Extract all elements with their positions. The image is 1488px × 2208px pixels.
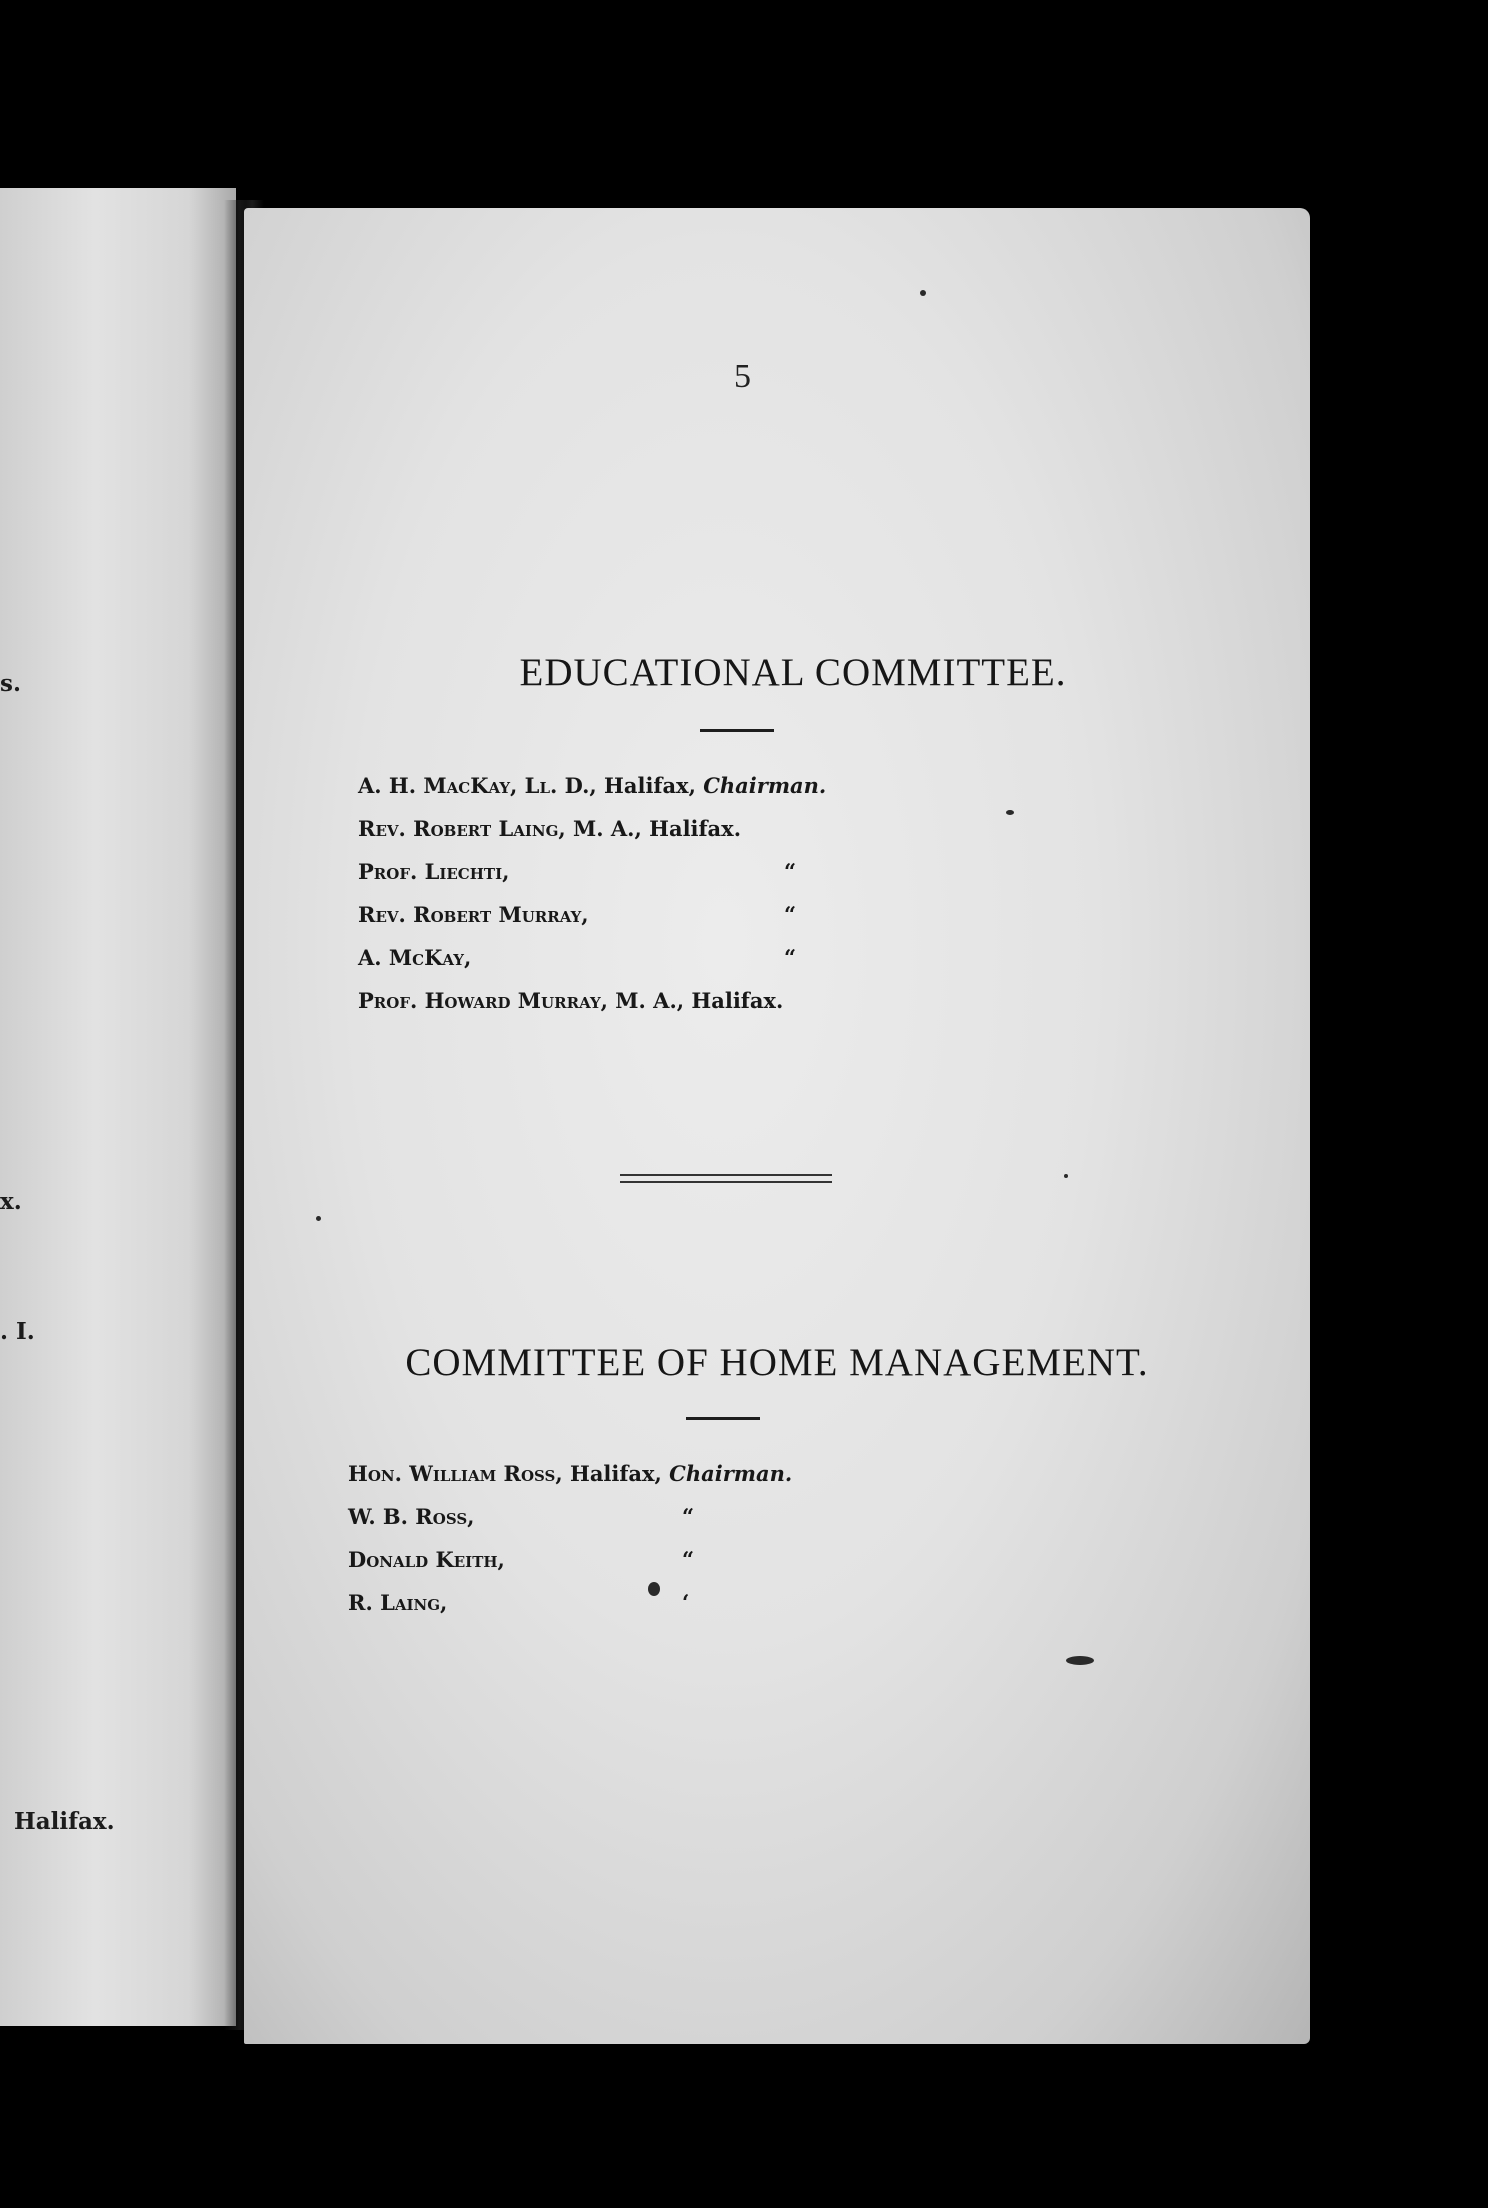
member-row (348, 1581, 792, 1624)
member-role: Chairman. (669, 1461, 793, 1486)
member-row (358, 807, 826, 850)
ditto-mark: “ (682, 1547, 695, 1572)
member-row (358, 979, 826, 1022)
ink-speck (1006, 810, 1014, 815)
left-facing-page (0, 188, 236, 2026)
member-name: Prof. Howard Murray, M. A., (358, 988, 685, 1013)
member-place: Halifax. (691, 988, 784, 1013)
ditto-mark: “ (682, 1504, 695, 1529)
member-role: Chairman. (703, 773, 827, 798)
main-page (244, 208, 1310, 2044)
member-place: Halifax, (604, 773, 696, 798)
member-row (348, 1495, 792, 1538)
member-row (348, 1538, 792, 1581)
section-divider (620, 1174, 832, 1183)
member-place: Halifax, (569, 1461, 662, 1486)
left-page-fragment: . I. (0, 1318, 35, 1345)
left-page-fragment: x. (0, 1188, 22, 1215)
left-page-fragment: s. (0, 670, 21, 697)
ditto-mark: “ (784, 902, 797, 927)
educational-committee-title: EDUCATIONAL COMMITTEE. (519, 651, 1067, 694)
member-row (358, 893, 826, 936)
member-name: R. Laing, (348, 1590, 448, 1615)
member-name: Rev. Robert Laing, M. A., (358, 816, 642, 841)
member-row (358, 936, 826, 979)
ink-speck (648, 1582, 660, 1596)
member-place: Halifax. (649, 816, 741, 841)
title-rule (700, 729, 774, 732)
member-name: Prof. Liechti, (358, 859, 510, 884)
member-name: W. B. Ross, (348, 1504, 475, 1529)
member-row (358, 764, 826, 807)
ink-speck (1066, 1656, 1094, 1665)
left-page-fragment: Halifax. (14, 1808, 115, 1835)
member-name: A. H. MacKay, Ll. D., (358, 773, 597, 798)
educational-committee-list (358, 764, 826, 1022)
page-number: 5 (734, 358, 751, 395)
member-row (348, 1452, 792, 1495)
ink-speck (920, 290, 926, 296)
ditto-mark: ‘ (682, 1590, 690, 1615)
title-rule (686, 1417, 760, 1420)
ditto-mark: “ (784, 945, 797, 970)
member-name: Rev. Robert Murray, (358, 902, 589, 927)
member-name: A. McKay, (358, 945, 472, 970)
home-management-list (348, 1452, 792, 1624)
member-row (358, 850, 826, 893)
ditto-mark: “ (784, 859, 797, 884)
ink-speck (316, 1216, 321, 1221)
ink-speck (1064, 1174, 1068, 1178)
member-name: Donald Keith, (348, 1547, 505, 1572)
home-management-title: COMMITTEE OF HOME MANAGEMENT. (405, 1341, 1149, 1384)
member-name: Hon. William Ross, (348, 1461, 563, 1486)
